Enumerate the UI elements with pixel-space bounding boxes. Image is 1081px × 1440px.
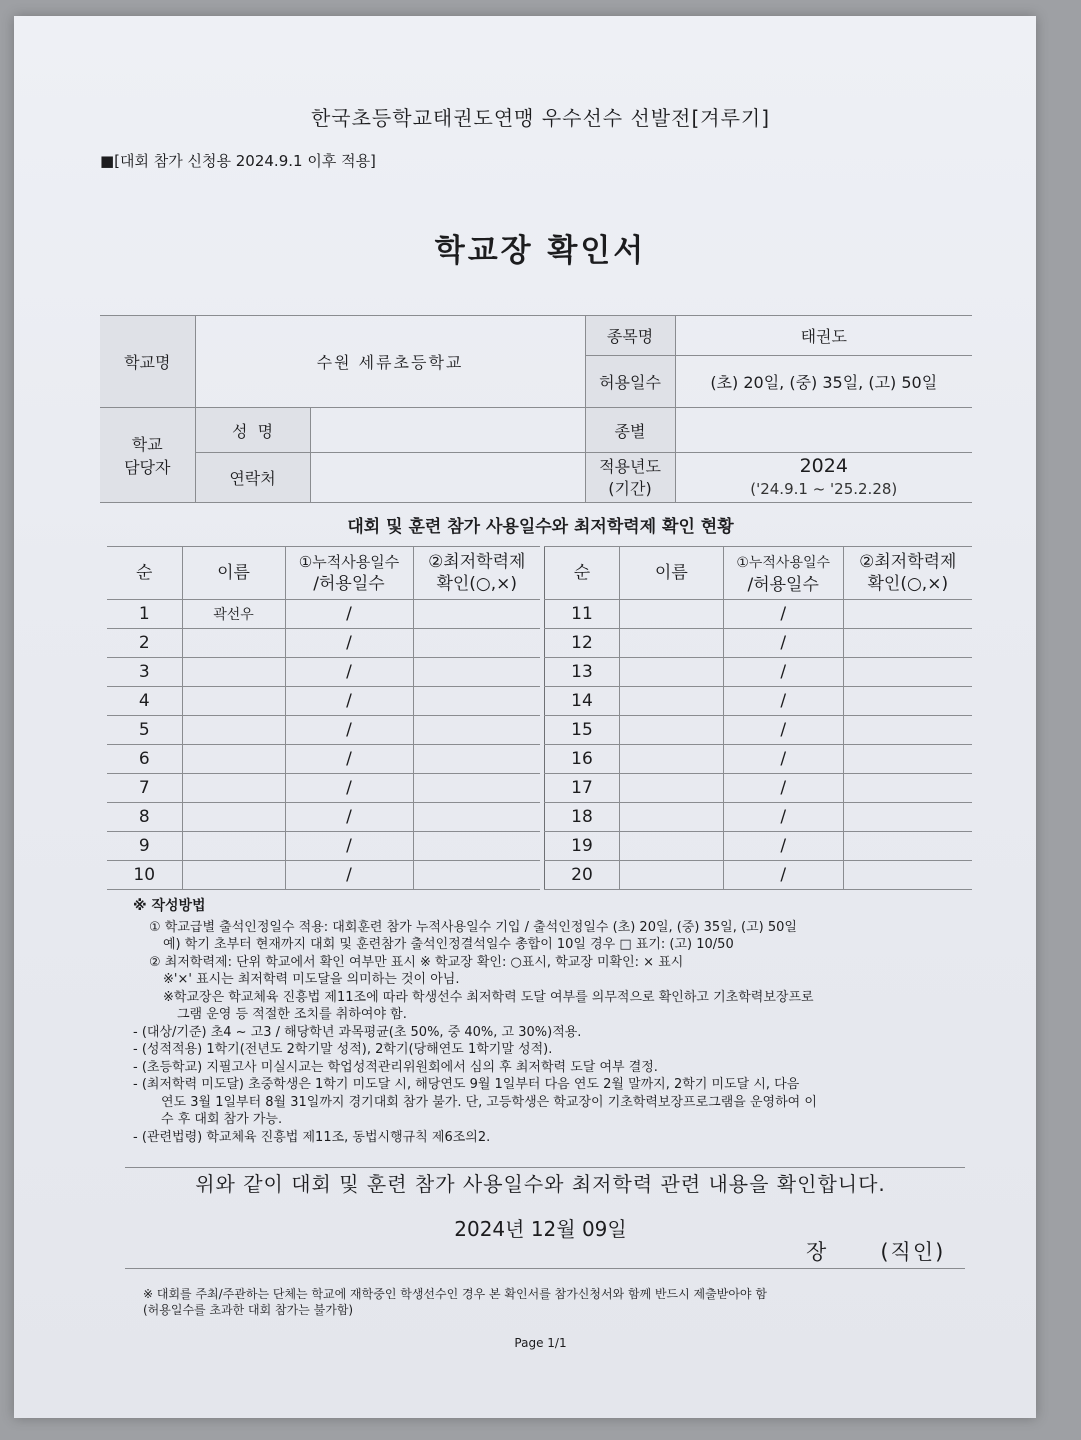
academic-check-cell bbox=[843, 687, 972, 716]
instruction-line: ※학교장은 학교체육 진흥법 제11조에 따라 학생선수 최저학력 도달 여부를 의무적으로 확인하고 기초학력보장프로 bbox=[163, 989, 814, 1005]
category-value bbox=[675, 408, 972, 453]
writing-instructions bbox=[133, 898, 933, 1146]
table-row bbox=[545, 600, 973, 629]
document-title: 학교장 확인서 bbox=[434, 233, 647, 269]
student-name-cell bbox=[619, 600, 723, 629]
row-number: 19 bbox=[545, 832, 620, 861]
usage-days-cell: / bbox=[285, 600, 413, 629]
usage-days-cell: / bbox=[723, 803, 843, 832]
table-row bbox=[545, 716, 973, 745]
table-row bbox=[107, 832, 540, 861]
col-header-academic-line2-right: 확인(○,×) bbox=[867, 574, 949, 594]
col-header-usage-right bbox=[723, 547, 843, 600]
academic-check-cell bbox=[413, 658, 540, 687]
year-label bbox=[585, 453, 675, 503]
col-header-no-right: 순 bbox=[545, 547, 620, 600]
academic-check-cell bbox=[843, 861, 972, 890]
contact-value bbox=[310, 453, 585, 503]
academic-check-cell bbox=[413, 745, 540, 774]
row-number: 5 bbox=[107, 716, 182, 745]
footer-note bbox=[143, 1286, 767, 1318]
usage-days-cell: / bbox=[285, 687, 413, 716]
student-name-cell bbox=[619, 861, 723, 890]
table-row bbox=[107, 861, 540, 890]
school-label: 학교명 bbox=[100, 316, 195, 408]
year-label-line1: 적용년도 bbox=[599, 456, 661, 476]
student-name-cell bbox=[182, 774, 285, 803]
confirmation-statement: 위와 같이 대회 및 훈련 참가 사용일수와 최저학력 관련 내용을 확인합니다. bbox=[195, 1172, 886, 1196]
row-number: 7 bbox=[107, 774, 182, 803]
instruction-line: - (초등학교) 지필고사 미실시교는 학업성적관리위원회에서 심의 후 최저학력 도달 여부 결정. bbox=[133, 1059, 658, 1075]
section-title: 대회 및 훈련 참가 사용일수와 최저학력제 확인 현황 bbox=[347, 517, 734, 537]
row-number: 13 bbox=[545, 658, 620, 687]
instructions-heading: ※ 작성방법 bbox=[133, 898, 206, 914]
student-name-cell bbox=[182, 832, 285, 861]
table-row bbox=[545, 687, 973, 716]
row-number: 14 bbox=[545, 687, 620, 716]
instruction-line: - (성적적용) 1학기(전년도 2학기말 성적), 2학기(당해연도 1학기말 성적). bbox=[133, 1042, 553, 1057]
manager-name-value bbox=[310, 408, 585, 453]
principal-signature: 장 (직인) bbox=[806, 1240, 946, 1264]
col-header-usage-line1: ①누적사용일수 bbox=[298, 553, 400, 571]
roster-table-left bbox=[107, 546, 540, 890]
row-number: 8 bbox=[107, 803, 182, 832]
table-row bbox=[107, 803, 540, 832]
col-header-academic-right bbox=[843, 547, 972, 600]
usage-days-cell: / bbox=[285, 861, 413, 890]
row-number: 12 bbox=[545, 629, 620, 658]
row-number: 3 bbox=[107, 658, 182, 687]
table-row bbox=[545, 745, 973, 774]
academic-check-cell bbox=[843, 803, 972, 832]
confirmation-date: 2024년 12월 09일 bbox=[454, 1217, 627, 1241]
row-number: 4 bbox=[107, 687, 182, 716]
name-label: 성 명 bbox=[195, 408, 310, 453]
usage-days-cell: / bbox=[723, 658, 843, 687]
student-name-cell bbox=[619, 658, 723, 687]
student-name-cell bbox=[619, 832, 723, 861]
student-name-cell bbox=[619, 745, 723, 774]
instruction-line: - (관련법령) 학교체육 진흥법 제11조, 동법시행규칙 제6조의2. bbox=[133, 1129, 491, 1145]
table-row bbox=[107, 774, 540, 803]
divider-bottom bbox=[125, 1268, 965, 1269]
usage-days-cell: / bbox=[285, 774, 413, 803]
manager-label-line2: 담당자 bbox=[124, 458, 171, 477]
academic-check-cell bbox=[843, 745, 972, 774]
manager-label bbox=[100, 408, 195, 503]
academic-check-cell bbox=[843, 832, 972, 861]
application-note: ■[대회 참가 신청용 2024.9.1 이후 적용] bbox=[100, 152, 376, 170]
student-name-cell bbox=[619, 716, 723, 745]
usage-days-cell: / bbox=[723, 774, 843, 803]
row-number: 10 bbox=[107, 861, 182, 890]
table-row bbox=[545, 658, 973, 687]
usage-days-cell: / bbox=[723, 687, 843, 716]
allowed-days-value: (초) 20일, (중) 35일, (고) 50일 bbox=[675, 356, 972, 408]
row-number: 9 bbox=[107, 832, 182, 861]
student-name-cell bbox=[619, 803, 723, 832]
table-row bbox=[107, 687, 540, 716]
academic-check-cell bbox=[843, 658, 972, 687]
usage-days-cell: / bbox=[723, 745, 843, 774]
row-number: 16 bbox=[545, 745, 620, 774]
sport-value: 태권도 bbox=[675, 316, 972, 356]
usage-days-cell: / bbox=[285, 658, 413, 687]
academic-check-cell bbox=[413, 861, 540, 890]
usage-days-cell: / bbox=[723, 716, 843, 745]
instruction-line: ① 학교급별 출석인정일수 적용: 대회훈련 참가 누적사용일수 기입 / 출석인정일수 (초) 20일, (중) 35일, (고) 50일 bbox=[149, 919, 797, 935]
year-value: 2024 bbox=[799, 455, 848, 477]
instruction-line: - (대상/기준) 초4 ~ 고3 / 해당학년 과목평균(초 50%, 중 40%, 고 30%)적용. bbox=[133, 1024, 582, 1040]
academic-check-cell bbox=[413, 832, 540, 861]
row-number: 11 bbox=[545, 600, 620, 629]
academic-check-cell bbox=[413, 687, 540, 716]
col-header-name-right: 이름 bbox=[619, 547, 723, 600]
academic-check-cell bbox=[843, 716, 972, 745]
student-name-cell bbox=[619, 774, 723, 803]
academic-check-cell bbox=[413, 629, 540, 658]
col-header-academic-line1-right: ②최저학력제 bbox=[859, 552, 957, 572]
col-header-no: 순 bbox=[107, 547, 182, 600]
student-name-cell: 곽선우 bbox=[182, 600, 285, 629]
usage-days-cell: / bbox=[723, 861, 843, 890]
row-number: 20 bbox=[545, 861, 620, 890]
row-number: 17 bbox=[545, 774, 620, 803]
table-row bbox=[107, 600, 540, 629]
footer-line-2: (허용일수를 초과한 대회 참가는 불가함) bbox=[143, 1303, 354, 1317]
category-label: 종별 bbox=[585, 408, 675, 453]
student-name-cell bbox=[619, 687, 723, 716]
row-number: 6 bbox=[107, 745, 182, 774]
student-name-cell bbox=[182, 687, 285, 716]
table-row bbox=[107, 716, 540, 745]
table-row bbox=[545, 774, 973, 803]
school-name-value: 수원 세류초등학교 bbox=[195, 316, 585, 408]
instruction-line: ※'×' 표시는 최저학력 미도달을 의미하는 것이 아님. bbox=[163, 972, 460, 987]
row-number: 1 bbox=[107, 600, 182, 629]
table-row bbox=[545, 803, 973, 832]
row-number: 18 bbox=[545, 803, 620, 832]
instruction-line: 그램 운영 등 적절한 조치를 취하여야 함. bbox=[177, 1007, 407, 1022]
allowed-days-label: 허용일수 bbox=[585, 356, 675, 408]
student-name-cell bbox=[182, 716, 285, 745]
manager-label-line1: 학교 bbox=[131, 435, 163, 454]
academic-check-cell bbox=[843, 774, 972, 803]
academic-check-cell bbox=[413, 600, 540, 629]
organization-title: 한국초등학교태권도연맹 우수선수 선발전[겨루기] bbox=[310, 106, 771, 130]
student-name-cell bbox=[182, 629, 285, 658]
year-value-cell bbox=[675, 453, 972, 503]
info-table bbox=[100, 315, 972, 503]
usage-days-cell: / bbox=[285, 745, 413, 774]
col-header-academic-line1: ②최저학력제 bbox=[428, 552, 526, 572]
table-row bbox=[545, 832, 973, 861]
student-name-cell bbox=[182, 745, 285, 774]
col-header-usage-line1-right: ①누적사용일수 bbox=[736, 554, 831, 571]
period-value: ('24.9.1 ~ '25.2.28) bbox=[750, 480, 898, 498]
row-number: 2 bbox=[107, 629, 182, 658]
col-header-usage-line2-right: /허용일수 bbox=[747, 574, 819, 595]
col-header-usage bbox=[285, 547, 413, 600]
roster-table-right bbox=[544, 546, 972, 890]
instruction-line: 수 후 대회 참가 가능. bbox=[161, 1112, 283, 1127]
academic-check-cell bbox=[413, 774, 540, 803]
instruction-line: 연도 3월 1일부터 8월 31일까지 경기대회 참가 불가. 단, 고등학생은 학교장이 기초학력보장프로그램을 운영하여 이 bbox=[161, 1094, 817, 1110]
student-name-cell bbox=[619, 629, 723, 658]
usage-days-cell: / bbox=[285, 629, 413, 658]
usage-days-cell: / bbox=[285, 803, 413, 832]
academic-check-cell bbox=[843, 629, 972, 658]
usage-days-cell: / bbox=[723, 832, 843, 861]
instruction-line: 예) 학기 초부터 현재까지 대회 및 훈련참가 출석인정결석일수 총합이 10일 경우 □ 표기: (고) 10/50 bbox=[163, 937, 734, 952]
student-name-cell bbox=[182, 861, 285, 890]
row-number: 15 bbox=[545, 716, 620, 745]
usage-days-cell: / bbox=[285, 832, 413, 861]
instruction-line: - (최저학력 미도달) 초중학생은 1학기 미도달 시, 해당연도 9월 1일부터 다음 연도 2월 말까지, 2학기 미도달 시, 다음 bbox=[133, 1077, 800, 1092]
footer-line-1: ※ 대회를 주최/주관하는 단체는 학교에 재학중인 학생선수인 경우 본 확인서를 참가신청서와 함께 반드시 제출받아야 함 bbox=[143, 1287, 767, 1301]
student-name-cell bbox=[182, 803, 285, 832]
student-name-cell bbox=[182, 658, 285, 687]
table-row bbox=[545, 861, 973, 890]
usage-days-cell: / bbox=[285, 716, 413, 745]
table-row bbox=[545, 629, 973, 658]
sport-label: 종목명 bbox=[585, 316, 675, 356]
table-row bbox=[107, 658, 540, 687]
year-label-line2: (기간) bbox=[608, 478, 652, 498]
usage-days-cell: / bbox=[723, 600, 843, 629]
table-row bbox=[107, 629, 540, 658]
page-number: Page 1/1 bbox=[514, 1336, 567, 1350]
academic-check-cell bbox=[413, 803, 540, 832]
academic-check-cell bbox=[413, 716, 540, 745]
instruction-line: ② 최저학력제: 단위 학교에서 확인 여부만 표시 ※ 학교장 확인: ○표시, 학교장 미확인: × 표시 bbox=[149, 954, 684, 970]
col-header-academic bbox=[413, 547, 540, 600]
academic-check-cell bbox=[843, 600, 972, 629]
col-header-name: 이름 bbox=[182, 547, 285, 600]
table-row bbox=[107, 745, 540, 774]
contact-label: 연락처 bbox=[195, 453, 310, 503]
usage-days-cell: / bbox=[723, 629, 843, 658]
col-header-academic-line2: 확인(○,×) bbox=[436, 574, 518, 594]
col-header-usage-line2: /허용일수 bbox=[313, 574, 385, 594]
